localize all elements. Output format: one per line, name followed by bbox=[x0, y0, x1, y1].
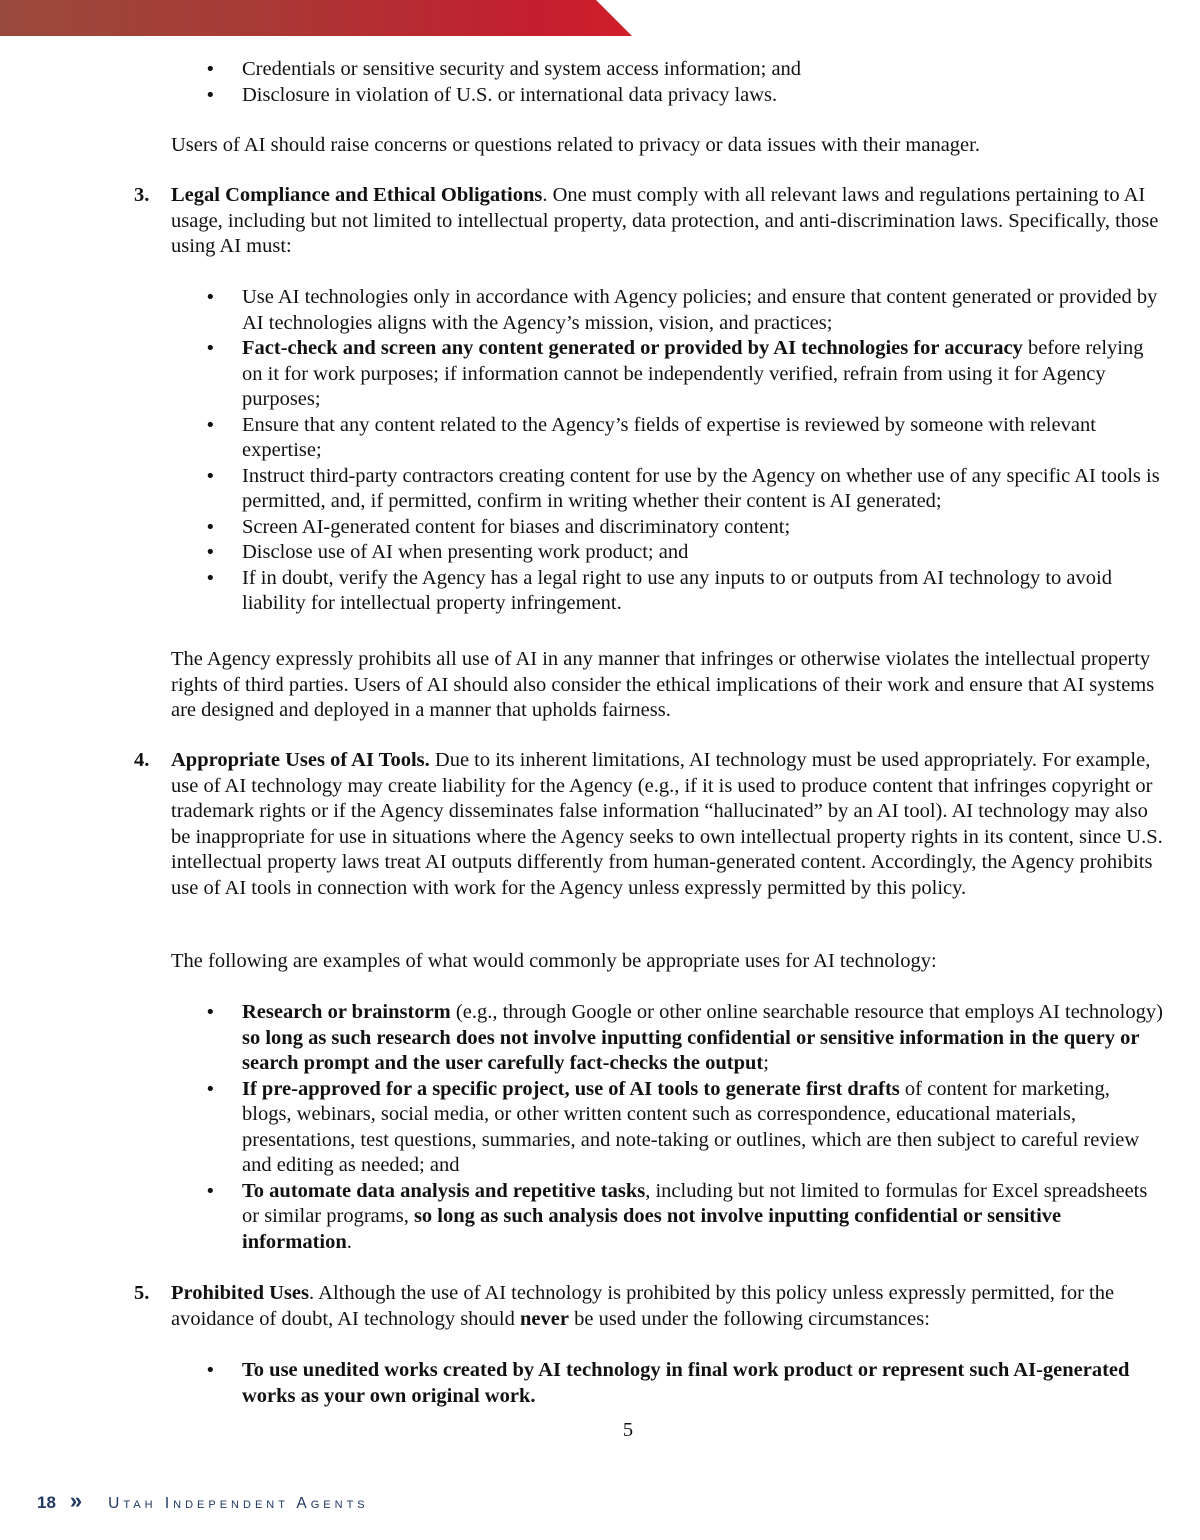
footer-page-number: 18 bbox=[37, 1493, 56, 1512]
list-item bbox=[0, 1179, 1200, 1256]
list-item: • Use AI technologies only in accordance with Agency policies; and ensure that content generated or provided by AI technologies aligns with the Agency’s mission, vision, and practices; bbox=[0, 285, 1200, 336]
section-3-closing-paragraph: The Agency expressly prohibits all use of AI in any manner that infringes or otherwise violates the intellectual property rights of third parties. Users of AI should also consider the ethical implications of their work and ensure that AI systems are designed and deployed in a manner that upholds fairness. bbox=[171, 648, 1155, 721]
list-item: • Screen AI-generated content for biases and discriminatory content; bbox=[0, 515, 1200, 541]
list-item: • Disclosure in violation of U.S. or international data privacy laws. bbox=[0, 83, 1200, 109]
section-number: 3. bbox=[134, 184, 150, 206]
section-4 bbox=[134, 748, 1164, 901]
bullet-list-data-restrictions bbox=[0, 57, 1200, 108]
list-item bbox=[0, 1000, 1200, 1077]
section-5-intro bbox=[171, 1281, 1164, 1332]
section-text: . Although the use of AI technology is prohibited by this policy unless expressly permitted, for the avoidance of doubt, AI technology should bbox=[171, 1282, 1115, 1330]
privacy-note-paragraph: Users of AI should raise concerns or questions related to privacy or data issues with their manager. bbox=[171, 134, 980, 156]
bold-text: If pre-approved for a specific project, use of AI tools to generate first drafts bbox=[242, 1077, 900, 1100]
bold-text: never bbox=[520, 1307, 569, 1330]
section-title: Prohibited Uses bbox=[171, 1282, 310, 1304]
bullet-list-section-3 bbox=[0, 285, 1200, 617]
header-color-band bbox=[0, 0, 632, 36]
bold-text: Research or brainstorm bbox=[242, 1001, 451, 1023]
page-number: 5 bbox=[622, 1419, 634, 1441]
list-item bbox=[0, 1077, 1200, 1179]
section-text: be used under the following circumstances: bbox=[568, 1307, 930, 1330]
list-item: • Ensure that any content related to the Agency’s fields of expertise is reviewed by someone with relevant expertise; bbox=[0, 413, 1200, 464]
list-item bbox=[0, 1358, 1200, 1409]
list-text: . bbox=[346, 1230, 352, 1253]
bold-text: so long as such analysis does not involve inputting confidential or sensitive information bbox=[242, 1205, 1062, 1253]
bold-text: so long as such research does not involve inputting confidential or sensitive information in the query or search prompt and the user carefully fact-checks the output bbox=[242, 1026, 1140, 1074]
list-text: , including but not limited to formulas for Excel spreadsheets or similar programs, bbox=[242, 1179, 1148, 1227]
list-text: ; bbox=[763, 1052, 769, 1074]
section-4-intro bbox=[171, 748, 1164, 901]
list-text: of content for marketing, blogs, webinars, social media, or other written content such as correspondence, educational materials, presentations, test questions, summaries, and note-taking or outlines, which are then subject to careful review and editing as needed; and bbox=[242, 1077, 1140, 1176]
section-number: 5. bbox=[134, 1282, 150, 1304]
bullet-list-section-5 bbox=[0, 1358, 1200, 1409]
section-title: Legal Compliance and Ethical Obligations bbox=[171, 184, 543, 206]
section-number: 4. bbox=[134, 749, 150, 771]
bold-text: Fact-check and screen any content generated or provided by AI technologies for accuracy bbox=[242, 337, 1023, 359]
section-text: . One must comply with all relevant laws and regulations pertaining to AI usage, including but not limited to intellectual property, data protection, and anti-discrimination laws. Specifically, those using AI must: bbox=[171, 184, 1159, 257]
list-item: • If in doubt, verify the Agency has a legal right to use any inputs to or outputs from AI technology to avoid liability for intellectual property infringement. bbox=[0, 566, 1200, 617]
section-text: Due to its inherent limitations, AI technology must be used appropriately. For example, use of AI technology may create liability for the Agency (e.g., if it is used to produce content that infringes copyright or trademark rights or if the Agency disseminates false information “hallucinated” by an AI tool). AI technology may also be inappropriate for use in situations where the Agency seeks to own intellectual property rights in its content, since U.S. intellectual property laws treat AI outputs differently from human-generated content. Accordingly, the Agency prohibits use of AI tools in connection with work for the Agency unless expressly permitted by this policy. bbox=[171, 749, 1163, 899]
footer-organization: Utah Independent Agents bbox=[108, 1495, 369, 1512]
list-item: • Credentials or sensitive security and system access information; and bbox=[0, 57, 1200, 83]
bullet-list-section-4 bbox=[0, 1000, 1200, 1255]
list-text: before relying on it for work purposes; if information cannot be independently verified, refrain from using it for Agency purposes; bbox=[242, 337, 1144, 410]
list-item: • Disclose use of AI when presenting work product; and bbox=[0, 540, 1200, 566]
examples-intro-paragraph: The following are examples of what would commonly be appropriate uses for AI technology: bbox=[171, 950, 937, 972]
section-3-intro bbox=[171, 183, 1164, 260]
list-item: • Instruct third-party contractors creating content for use by the Agency on whether use of any specific AI tools is permitted, and, if permitted, confirm in writing whether their content is AI generated; bbox=[0, 464, 1200, 515]
chevron-right-icon: » bbox=[69, 1488, 83, 1513]
bold-text: To use unedited works created by AI technology in final work product or represent such AI-generated works as your own original work. bbox=[242, 1359, 1130, 1407]
section-title: Appropriate Uses of AI Tools. bbox=[171, 749, 430, 771]
list-text: (e.g., through Google or other online searchable resource that employs AI technology) bbox=[450, 1001, 1163, 1023]
footer bbox=[37, 1488, 369, 1512]
section-5 bbox=[134, 1281, 1164, 1332]
bold-text: To automate data analysis and repetitive tasks bbox=[242, 1179, 646, 1202]
section-3 bbox=[134, 183, 1164, 260]
list-item bbox=[0, 336, 1200, 413]
